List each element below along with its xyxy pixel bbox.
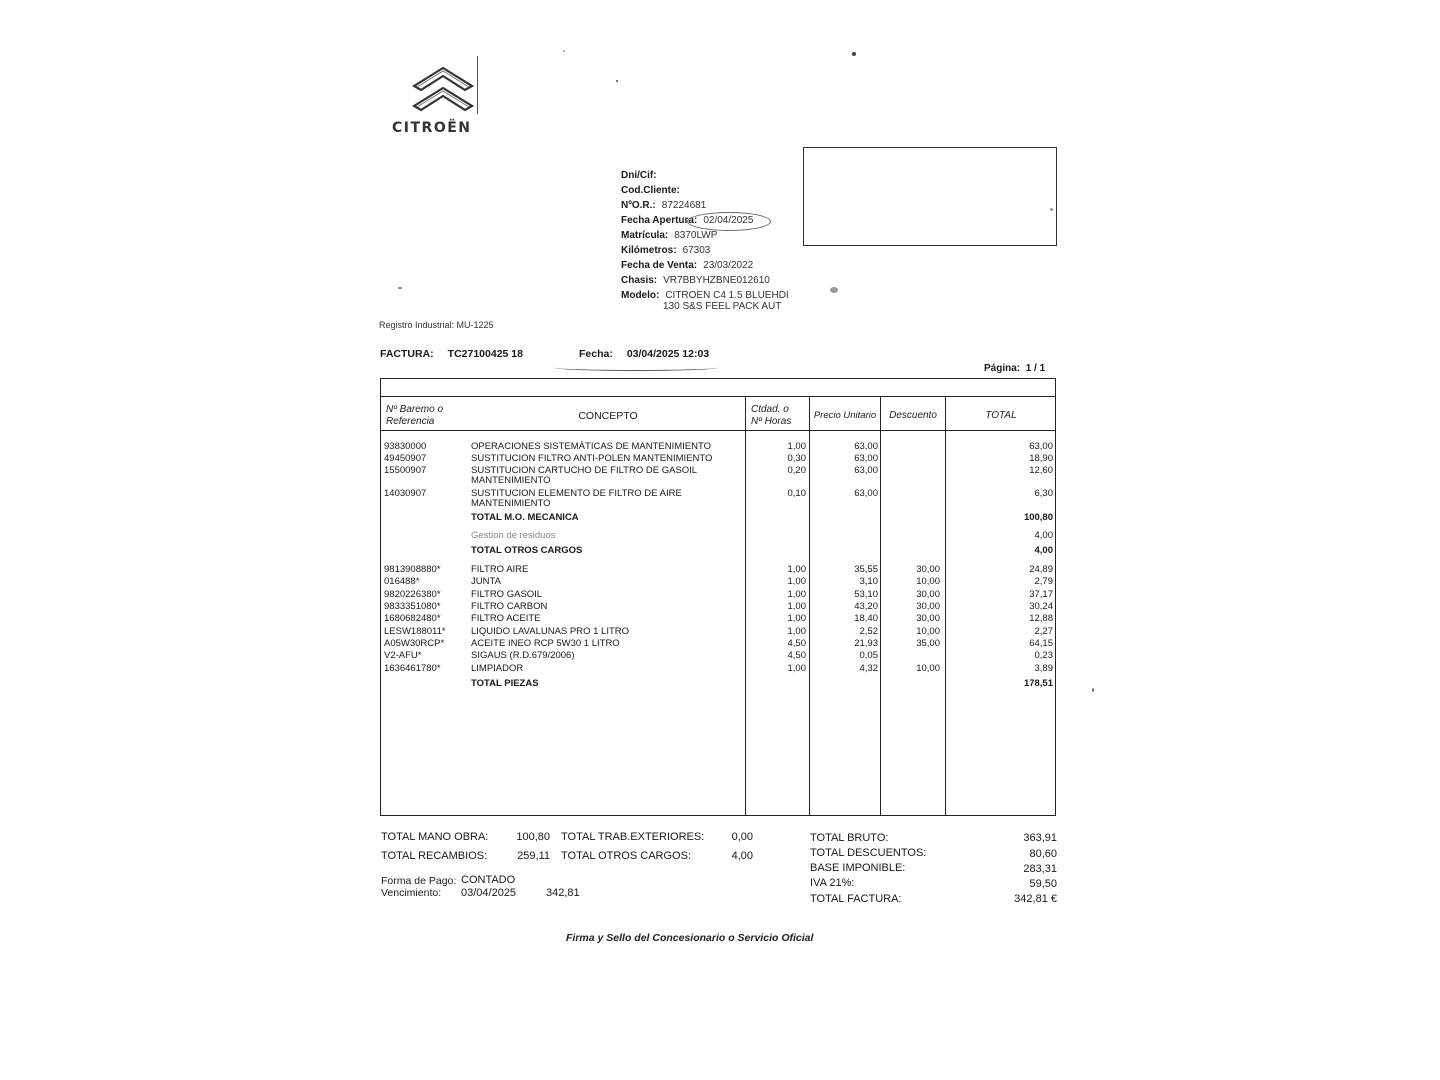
row-reference: 93830000	[384, 441, 427, 452]
row-unit-price: 35,55	[854, 564, 878, 575]
pagina-value: 1 / 1	[1025, 363, 1046, 374]
double-chevron-icon	[410, 56, 476, 118]
scan-speck	[398, 287, 402, 289]
logo-divider	[477, 56, 478, 114]
otros-label: TOTAL OTROS CARGOS:	[561, 850, 691, 862]
row-quantity: 0,10	[787, 488, 806, 499]
trab-ext-value: 0,00	[731, 831, 753, 843]
scan-speck	[852, 52, 856, 56]
fecha-label: Fecha:	[578, 348, 613, 360]
total-factura-label: TOTAL FACTURA:	[810, 893, 902, 905]
row-concept: FILTRO CARBON	[471, 601, 548, 612]
row-unit-price: 21,93	[854, 638, 878, 649]
row-reference: 9833351080*	[384, 601, 441, 612]
row-total: 2,79	[1034, 576, 1053, 587]
row-quantity: 1,00	[787, 663, 806, 674]
row-reference: 1636461780*	[384, 663, 441, 674]
header-referencia-line2: Referencia	[386, 416, 435, 427]
header-descuento: Descuento	[889, 410, 937, 421]
row-discount: 30,00	[916, 589, 940, 600]
row-concept: SUSTITUCION FILTRO ANTI-POLEN MANTENIMIENTO	[471, 453, 713, 464]
row-discount: 35,00	[916, 638, 940, 649]
row-total: 12,88	[1029, 613, 1053, 624]
chasis-value: VR7BBYHZBNE012610	[663, 275, 770, 286]
row-concept: JUNTA	[471, 576, 501, 587]
scan-speck	[563, 50, 565, 52]
row-concept: SUSTITUCION CARTUCHO DE FILTRO DE GASOIL	[471, 465, 698, 476]
base-value: 283,31	[1023, 863, 1057, 875]
row-quantity: 1,00	[787, 576, 806, 587]
row-unit-price: 53,10	[854, 589, 878, 600]
row-reference: 49450907	[384, 453, 427, 464]
brand-name: CITROËN	[392, 120, 472, 136]
modelo-label: Modelo:	[621, 290, 660, 301]
row-reference: A05W30RCP*	[384, 638, 445, 649]
row-concept-line2: MANTENIMIENTO	[471, 475, 551, 486]
no-or-value: 87224681	[661, 200, 707, 211]
header-total: TOTAL	[985, 410, 1017, 421]
fecha-apertura-value: 02/04/2025	[703, 215, 754, 226]
total-factura-value: 342,81 €	[1014, 893, 1057, 905]
chasis-label: Chasis:	[621, 275, 658, 286]
row-total: 3,89	[1034, 663, 1053, 674]
kilometros-label: Kilómetros:	[621, 245, 677, 256]
dni-label: Dni/Cif:	[621, 170, 657, 181]
row-quantity: 0,20	[787, 465, 806, 476]
row-unit-price: 18,40	[854, 613, 878, 624]
row-concept: ACEITE INEO RCP 5W30 1 LITRO	[471, 638, 620, 649]
registro-industrial: Registro Industrial: MU-1225	[379, 320, 494, 330]
row-total: 37,17	[1029, 589, 1053, 600]
row-quantity: 1,00	[787, 601, 806, 612]
row-unit-price: 2,52	[859, 626, 878, 637]
row-concept: LIMPIADOR	[471, 663, 524, 674]
no-or-label: NºO.R.:	[621, 200, 656, 211]
row-quantity: 4,50	[787, 638, 806, 649]
row-unit-price: 43,20	[854, 601, 878, 612]
row-reference: 016488*	[384, 576, 420, 587]
scan-speck	[1050, 208, 1053, 211]
header-cantidad-line2: Nº Horas	[751, 416, 792, 427]
mano-obra-value: 100,80	[516, 831, 550, 843]
citroen-logo	[392, 56, 502, 140]
row-unit-price: 63,00	[854, 465, 878, 476]
row-discount: 30,00	[916, 613, 940, 624]
column-divider	[809, 397, 810, 815]
row-quantity: 0,30	[787, 453, 806, 464]
vencimiento-date: 03/04/2025	[461, 887, 517, 899]
row-unit-price: 0,05	[859, 650, 878, 661]
section-total-label: TOTAL PIEZAS	[471, 678, 539, 689]
header-referencia-line1: Nº Baremo o	[386, 404, 444, 415]
row-quantity: 1,00	[787, 626, 806, 637]
trab-ext-label: TOTAL TRAB.EXTERIORES:	[561, 831, 705, 843]
section-total-label: TOTAL OTROS CARGOS	[471, 545, 583, 556]
row-quantity: 1,00	[787, 564, 806, 575]
row-total: 18,90	[1029, 453, 1053, 464]
factura-label: FACTURA:	[380, 348, 434, 360]
row-reference: 14030907	[384, 488, 427, 499]
kilometros-value: 67303	[682, 245, 711, 256]
column-divider	[945, 397, 946, 815]
section-total-label: TOTAL M.O. MECANICA	[471, 512, 579, 523]
matricula-value: 8370LWP	[674, 230, 718, 241]
row-concept: FILTRO GASOIL	[471, 589, 543, 600]
handwritten-circle	[687, 212, 771, 231]
client-info	[621, 168, 789, 312]
row-discount: 30,00	[916, 564, 940, 575]
row-reference: LESW188011*	[384, 626, 446, 637]
row-reference: V2-AFU*	[384, 650, 422, 661]
row-unit-price: 3,10	[859, 576, 878, 587]
scan-speck	[830, 287, 838, 293]
invoice-header	[380, 348, 709, 360]
row-reference: 15500907	[384, 465, 427, 476]
header-cantidad-line1: Ctdad. o	[751, 404, 789, 415]
factura-number: TC27100425 18	[447, 348, 523, 360]
row-discount: 30,00	[916, 601, 940, 612]
row-concept: SUSTITUCION ELEMENTO DE FILTRO DE AIRE	[471, 488, 682, 499]
table-top-divider	[381, 396, 1056, 397]
firma-sello: Firma y Sello del Concesionario o Servicio Oficial	[566, 932, 814, 944]
row-concept-line2: MANTENIMIENTO	[471, 498, 551, 509]
table-header-divider	[381, 430, 1056, 431]
recambios-label: TOTAL RECAMBIOS:	[381, 850, 488, 862]
row-reference: 9813908880*	[384, 564, 441, 575]
row-quantity: 1,00	[787, 613, 806, 624]
row-unit-price: 63,00	[854, 453, 878, 464]
page-indicator	[984, 363, 1045, 374]
scan-speck	[616, 80, 618, 82]
fecha-apertura-label: Fecha Apertura:	[621, 215, 698, 226]
row-total: 63,00	[1029, 441, 1053, 452]
header-referencia	[386, 404, 443, 428]
iva-value: 59,50	[1029, 878, 1057, 890]
fecha-venta-label: Fecha de Venta:	[621, 260, 698, 271]
cod-cliente-label: Cod.Cliente:	[621, 185, 680, 196]
bruto-value: 363,91	[1023, 832, 1057, 844]
base-label: BASE IMPONIBLE:	[810, 862, 906, 874]
row-unit-price: 63,00	[854, 441, 878, 452]
modelo-value-line1: CITROEN C4 1.5 BLUEHDI	[665, 290, 789, 301]
vencimiento-label: Vencimiento:	[381, 887, 442, 899]
fecha-value: 03/04/2025 12:03	[626, 348, 710, 360]
row-total: 64,15	[1029, 638, 1053, 649]
row-reference: 1680682480*	[384, 613, 441, 624]
fecha-venta-value: 23/03/2022	[703, 260, 754, 271]
pagina-label: Página:	[984, 363, 1021, 374]
row-unit-price: 4,32	[859, 663, 878, 674]
row-quantity: 1,00	[787, 441, 806, 452]
matricula-label: Matrícula:	[621, 230, 669, 241]
row-total: 30,24	[1029, 601, 1053, 612]
section-total-value: 100,80	[1023, 512, 1053, 523]
header-concepto: CONCEPTO	[578, 410, 638, 422]
row-reference: 9820226380*	[384, 589, 441, 600]
descuentos-label: TOTAL DESCUENTOS:	[810, 847, 927, 859]
handwritten-underline	[553, 364, 719, 371]
vencimiento-amount: 342,81	[546, 887, 580, 899]
forma-pago-label: Forma de Pago:	[381, 875, 457, 887]
modelo-value-line2: 130 S&S FEEL PACK AUT	[663, 301, 782, 312]
section-total-value: 178,51	[1023, 678, 1053, 689]
forma-pago-value: CONTADO	[461, 874, 516, 886]
row-total: 24,89	[1029, 564, 1053, 575]
row-discount: 10,00	[916, 626, 940, 637]
bruto-label: TOTAL BRUTO:	[810, 832, 889, 844]
row-concept: LIQUIDO LAVALUNAS PRO 1 LITRO	[471, 626, 630, 637]
descuentos-value: 80,60	[1029, 848, 1057, 860]
recambios-value: 259,11	[517, 850, 550, 862]
header-cantidad	[751, 404, 791, 428]
section-total-value: 4,00	[1034, 545, 1053, 556]
address-box	[803, 147, 1057, 246]
row-concept: FILTRO ACEITE	[471, 613, 541, 624]
row-concept: SIGAUS (R.D.679/2006)	[471, 650, 575, 661]
row-total: 12,60	[1029, 465, 1053, 476]
row-discount: 10,00	[916, 663, 940, 674]
mano-obra-label: TOTAL MANO OBRA:	[381, 831, 489, 843]
row-concept: Gestion de residuos	[471, 530, 556, 541]
row-total: 4,00	[1034, 530, 1053, 541]
row-total: 0,23	[1034, 650, 1053, 661]
scan-speck	[1092, 688, 1094, 692]
row-concept: FILTRO AIRE	[471, 564, 529, 575]
row-quantity: 1,00	[787, 589, 806, 600]
column-divider	[880, 397, 881, 815]
row-concept: OPERACIONES SISTEMÁTICAS DE MANTENIMIENTO	[471, 441, 711, 452]
iva-label: IVA 21%:	[810, 877, 855, 889]
row-total: 6,30	[1034, 488, 1053, 499]
otros-value: 4,00	[731, 850, 753, 862]
row-discount: 10,00	[916, 576, 940, 587]
header-precio: Precio Unitario	[813, 410, 877, 421]
row-unit-price: 63,00	[854, 488, 878, 499]
column-divider	[745, 397, 746, 815]
row-total: 2,27	[1034, 626, 1053, 637]
row-quantity: 4,50	[787, 650, 806, 661]
